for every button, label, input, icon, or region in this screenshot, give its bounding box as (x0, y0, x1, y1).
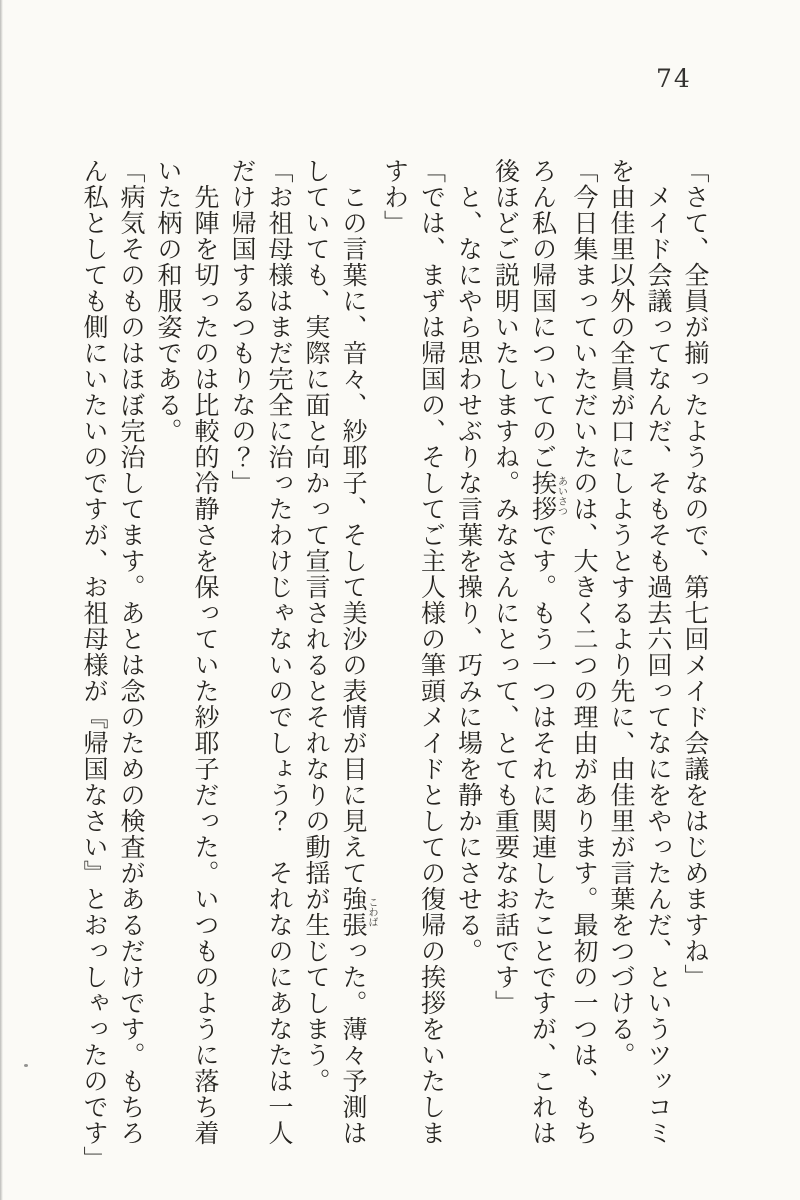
text-column-17: ん私としても側にいたいのですが、お祖母様が『帰国なさい』とおっしゃったのです」 (80, 158, 109, 1172)
text-column-15: いた柄の和服姿である。 (154, 158, 183, 444)
scan-edge-shadow (0, 0, 3, 1200)
text-column-9: すわ」 (380, 158, 410, 236)
furigana-term: 強張こわば (339, 886, 377, 938)
text-column-4: 「今日集まっていただいたのは、大きく二つの理由があります。最初の一つは、もち (570, 158, 599, 1146)
furigana-reading: あいさつ (555, 470, 567, 522)
text-column-6: 後ほどご説明いたしますね。みなさんにとって、とても重要なお話です」 (491, 158, 521, 1016)
text-column-10: この言葉に、音々、紗耶子、そして美沙の表情が目に見えて強張こわばった。薄々予測は (339, 184, 377, 1146)
text-column-1: 「さて、全員が揃ったようなので、第七回メイド会議をはじめますね」 (681, 158, 710, 990)
scan-speck (24, 1064, 28, 1067)
text-column-16: 「病気そのものはほぼ完治してます。あとは念のための検査があるだけです。もちろ (117, 158, 146, 1146)
text-column-8: 「では、まずは帰国の、そしてご主人様の筆頭メイドとしての復帰の挨拶をいたしま (417, 158, 447, 1146)
text-column-3: を由佳里以外の全員が口にしようとするより先に、由佳里が言葉をつづける。 (607, 158, 636, 1068)
furigana-term: 挨拶あいさつ (528, 470, 567, 522)
page-number: 74 (656, 64, 692, 93)
text-column-2: メイド会議ってなんだ、そもそも過去六回ってなにをやったんだ、というツッコミ (644, 184, 673, 1146)
text-block (80, 158, 714, 1172)
text-column-12: 「お祖母様はまだ完全に治ったわけじゃないのでしょう？ それなのにあなたは一人 (265, 158, 294, 1146)
text-column-5: ろん私の帰国についてのご挨拶あいさつです。もう一つはそれに関連したことですが、これは (528, 158, 567, 1146)
text-column-13: だけ帰国するつもりなの？」 (228, 158, 257, 496)
furigana-reading: こわば (366, 886, 377, 938)
text-column-14: 先陣を切ったのは比較的冷静さを保っていた紗耶子だった。いつものように落ち着 (191, 184, 220, 1146)
text-column-7: と、なにやら思わせぶりな言葉を操り、巧みに場を静かにさせる。 (454, 184, 484, 964)
text-column-11: していても、実際に面と向かって宣言されるとそれなりの動揺が生じてしまう。 (302, 158, 331, 1094)
